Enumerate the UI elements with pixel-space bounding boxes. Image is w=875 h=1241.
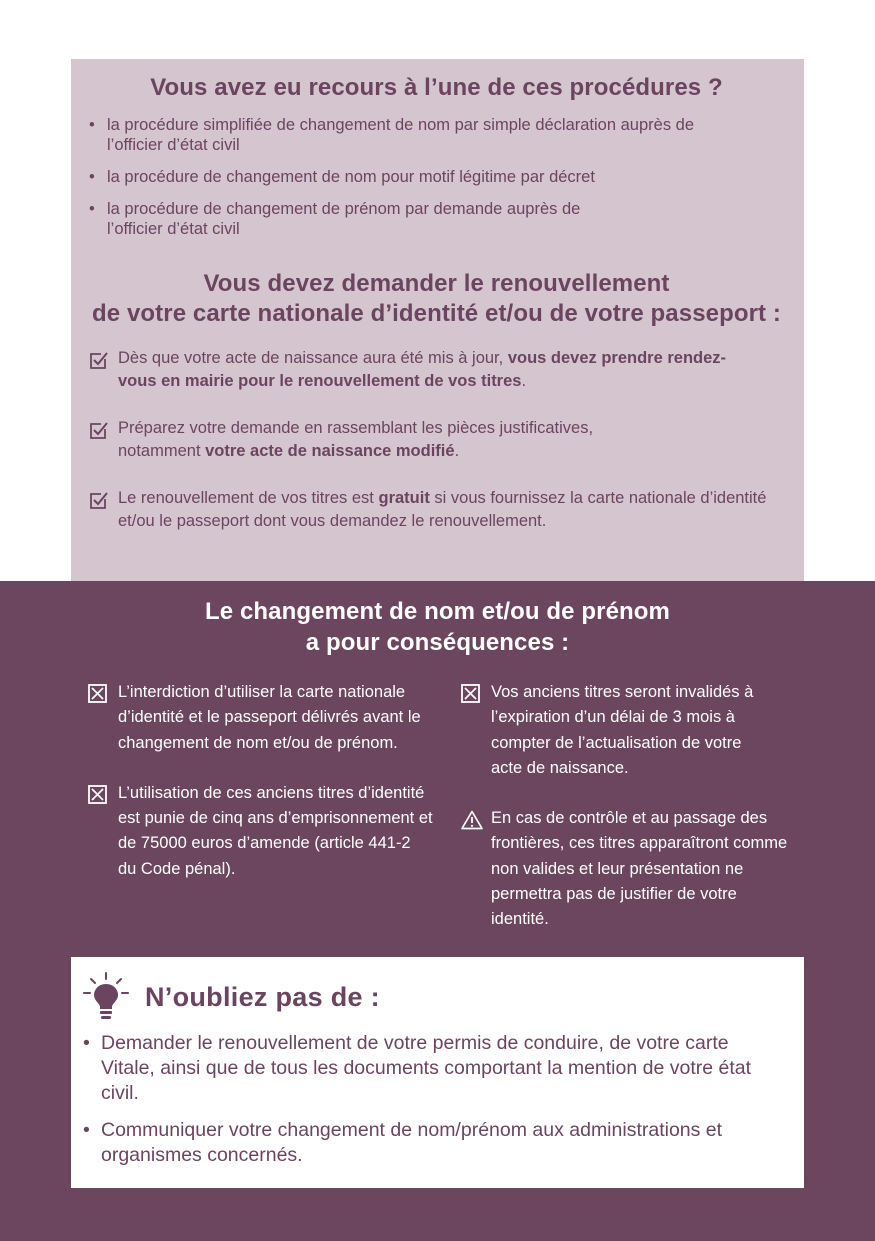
consequences-right-column [461, 680, 794, 933]
renewal-list [89, 347, 784, 533]
warning-triangle-icon [461, 810, 483, 830]
checkbox-x-icon [88, 785, 107, 804]
reminder-list [81, 1031, 786, 1168]
reminder-box [71, 957, 804, 1188]
consequences-left-column [88, 680, 433, 882]
list-item: • Communiquer votre changement de nom/prénom aux administrations et organismes concernés. [83, 1119, 723, 1166]
reminder-title: N’oubliez pas de : [145, 981, 380, 1012]
consequences-title: Le changement de nom et/ou de prénom a pour conséquences : [205, 598, 670, 656]
bullet-dot: • [89, 168, 95, 186]
checkbox-checked-icon [89, 350, 109, 370]
reminder-header [81, 969, 786, 1025]
bullet-dot: • [83, 1119, 90, 1141]
renewal-item: Dès que votre acte de naissance aura été mis à jour, vous devez prendre rendez-vous en mairie pour le renouvellement de vos titres. [89, 347, 729, 393]
lightbulb-icon [81, 971, 131, 1023]
list-item: • la procédure de changement de prénom par demande auprès de l’officier d’état civil [89, 200, 581, 238]
procedures-list [89, 115, 784, 239]
bullet-dot: • [89, 200, 95, 218]
renewal-item: Préparez votre demande en rassemblant les pièces justificatives, notamment votre acte de naissance modifié. [89, 417, 649, 463]
renewal-title: Vous devez demander le renouvellement de votre carte nationale d’identité et/ou de votre passeport : [91, 270, 782, 327]
list-item: • Demander le renouvellement de votre permis de conduire, de votre carte Vitale, ainsi que de tous les documents comportant la mention de votre état civil. [83, 1032, 752, 1104]
procedures-panel [71, 59, 804, 581]
list-item: • la procédure simplifiée de changement de nom par simple déclaration auprès de l’officier d’état civil [89, 116, 695, 154]
consequence-item: L’interdiction d’utiliser la carte nationale d’identité et le passeport délivrés avant le changement de nom et/ou de prénom. [88, 680, 433, 756]
list-item: • la procédure de changement de nom pour motif légitime par décret [89, 168, 595, 186]
consequence-item: Vos anciens titres seront invalidés à l’expiration d’un délai de 3 mois à compter de l’actualisation de votre acte de naissance. [461, 680, 771, 781]
checkbox-checked-icon [89, 420, 109, 440]
consequence-item: L’utilisation de ces anciens titres d’identité est punie de cinq ans d’emprisonnement et de 75000 euros d’amende (article 441-2 du Code pénal). [88, 781, 433, 882]
procedures-title: Vous avez eu recours à l’une de ces procédures ? [150, 74, 723, 101]
checkbox-x-icon [88, 684, 107, 703]
bullet-dot: • [83, 1032, 90, 1054]
checkbox-checked-icon [89, 490, 109, 510]
bullet-dot: • [89, 116, 95, 134]
checkbox-x-icon [461, 684, 480, 703]
renewal-item: Le renouvellement de vos titres est gratuit si vous fournissez la carte nationale d’identité et/ou le passeport dont vous demandez le renouvellement. [89, 487, 769, 533]
consequence-item: En cas de contrôle et au passage des frontières, ces titres apparaîtront comme non valides et leur présentation ne permettra pas de justifier de votre identité. [461, 806, 794, 932]
